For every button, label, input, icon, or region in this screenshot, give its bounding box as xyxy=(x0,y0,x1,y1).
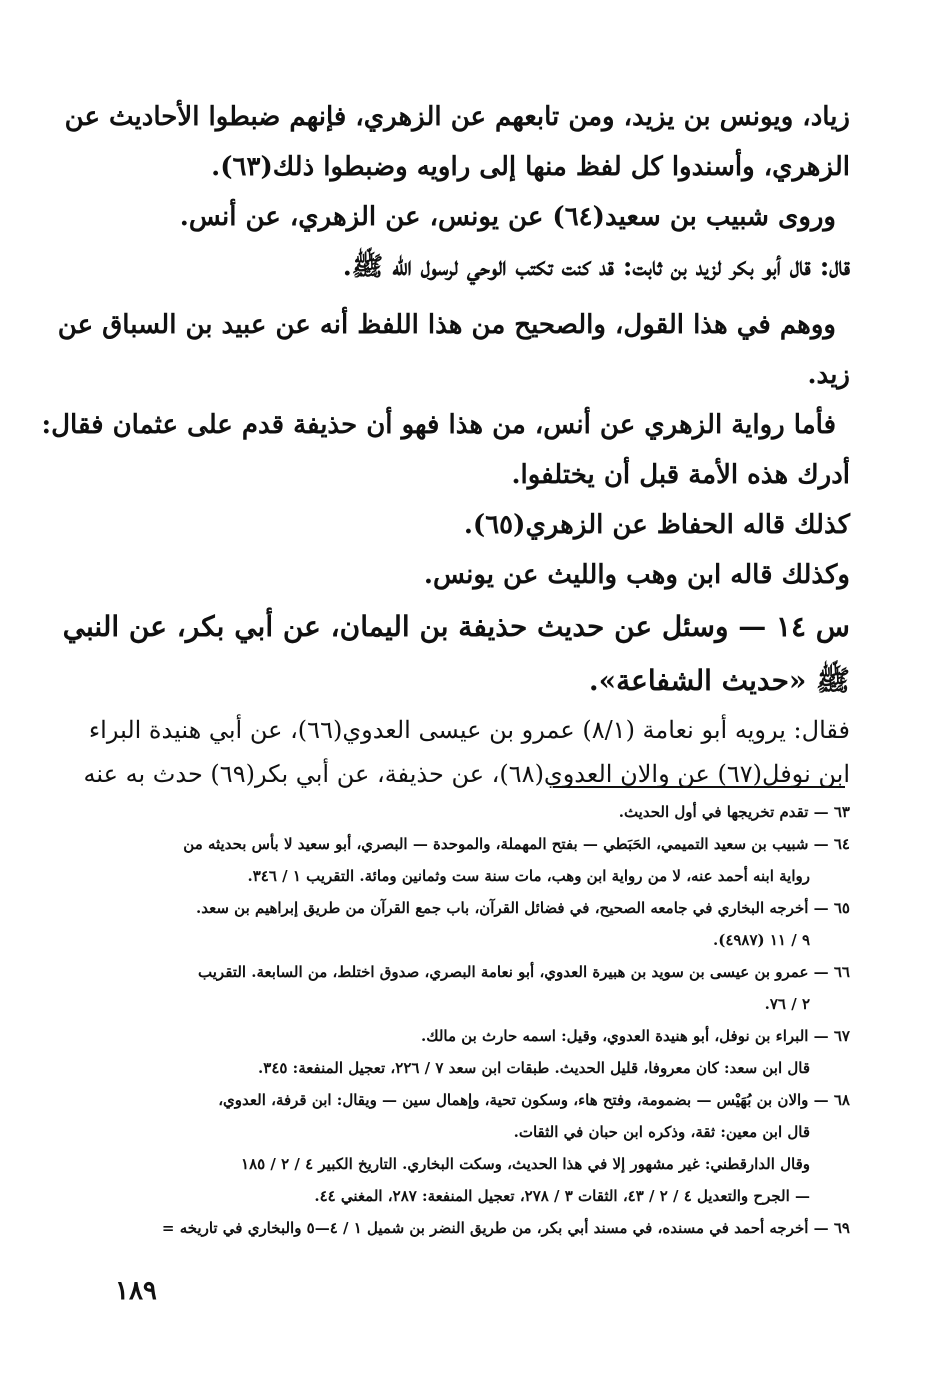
main-line-5: ووهم في هذا القول، والصحيح من هذا اللفظ أنه عن عبيد بن السباق عن xyxy=(57,310,836,340)
main-line-7: فأما رواية الزهري عن أنس، من هذا فهو أن حذيفة قدم على عثمان فقال: xyxy=(41,410,836,440)
footnotes xyxy=(158,796,850,1244)
footnote-66-cont: ٢ / ٧٦. xyxy=(764,995,810,1013)
footnote-67: ٦٧ — البراء بن نوفل، أبو هنيدة العدوي، وقيل: اسمه حارث بن مالك. xyxy=(420,1027,850,1045)
main-line-10: وكذلك قاله ابن وهب والليث عن يونس. xyxy=(423,560,850,590)
footnote-66: ٦٦ — عمرو بن عيسى بن سويد بن هبيرة العدوي، أبو نعامة البصري، صدوق اختلط، من السابعة. التقريب xyxy=(198,963,850,981)
footnote-64: ٦٤ — شبيب بن سعيد التميمي، الحَبَطي — بفتح المهملة، والموحدة — البصري، أبو سعيد لا بأس بحديثه من xyxy=(183,835,850,853)
main-line-8: أدرك هذه الأمة قبل أن يختلفوا. xyxy=(511,460,850,490)
footnote-64-cont: رواية ابنه أحمد عنه، لا من رواية ابن وهب، مات سنة ست وثمانين ومائة. التقريب ١ / ٣٤٦. xyxy=(247,867,810,885)
footnote-separator xyxy=(553,786,845,788)
page-number: ١٨٩ xyxy=(115,1276,157,1306)
question-heading-line-1: س ١٤ — وسئل عن حديث حذيفة بن اليمان، عن أبي بكر، عن النبي xyxy=(62,610,850,643)
footnote-68-cont-3: — الجرح والتعديل ٤ / ٢ / ٤٣، الثقات ٣ / ٢٧٨، تعجيل المنفعة: ٢٨٧، المغني ٤٤. xyxy=(314,1187,810,1205)
main-text xyxy=(41,92,850,796)
footnote-65: ٦٥ — أخرجه البخاري في جامعه الصحيح، في فضائل القرآن، باب جمع القرآن من طريق إبراهيم بن سعد. xyxy=(196,899,850,917)
main-line-9: كذلك قاله الحفاظ عن الزهري(٦٥). xyxy=(463,510,850,540)
footnote-68-cont-2: وقال الدارقطني: غير مشهور إلا في هذا الحديث، وسكت البخاري. التاريخ الكبير ٤ / ٢ / ١٨٥ xyxy=(241,1155,810,1173)
footnote-67-cont: قال ابن سعد: كان معروفا، قليل الحديث. طبقات ابن سعد ٧ / ٢٢٦، تعجيل المنفعة: ٣٤٥. xyxy=(258,1059,810,1077)
main-line-3: وروى شبيب بن سعيد(٦٤) عن يونس، عن الزهري، عن أنس. xyxy=(179,202,836,232)
main-line-2: الزهري، وأسندوا كل لفظ منها إلى راويه وضبطوا ذلك(٦٣). xyxy=(211,152,850,182)
footnote-68: ٦٨ — والان بن بُهَيْس — بضمومة، وفتح هاء، وسكون تحية، وإهمال سين — ويقال: ابن قرفة، العدوي، xyxy=(218,1091,850,1109)
question-heading-line-2: ﷺ «حديث الشفاعة». xyxy=(588,664,850,697)
footnote-63: ٦٣ — تقدم تخريجها في أول الحديث. xyxy=(618,803,850,821)
main-line-6: زيد. xyxy=(807,360,850,390)
footnote-68-cont-1: قال ابن معين: ثقة، وذكره ابن حبان في الثقات. xyxy=(513,1123,810,1141)
main-line-14: ابن نوفل(٦٧) عن والان العدوي(٦٨)، عن حذيفة، عن أبي بكر(٦٩) حدث به عنه xyxy=(83,760,850,788)
main-line-4: قال: قال أبو بكر لزيد بن ثابت: قد كنت تكتب الوحي لرسول الله ﷺ. xyxy=(342,252,850,282)
footnote-69: ٦٩ — أخرجه أحمد في مسنده، في مسند أبي بكر، من طريق النضر بن شميل ١ / ٤—٥ والبخاري في تاريخه = xyxy=(161,1219,850,1237)
footnote-65-cont: ٩ / ١١ (٤٩٨٧). xyxy=(712,931,810,949)
main-line-1: زياد، ويونس بن يزيد، ومن تابعهم عن الزهري، فإنهم ضبطوا الأحاديث عن xyxy=(64,102,850,132)
main-line-13: فقال: يرويه أبو نعامة (٨/١) عمرو بن عيسى العدوي(٦٦)، عن أبي هنيدة البراء xyxy=(88,716,850,744)
